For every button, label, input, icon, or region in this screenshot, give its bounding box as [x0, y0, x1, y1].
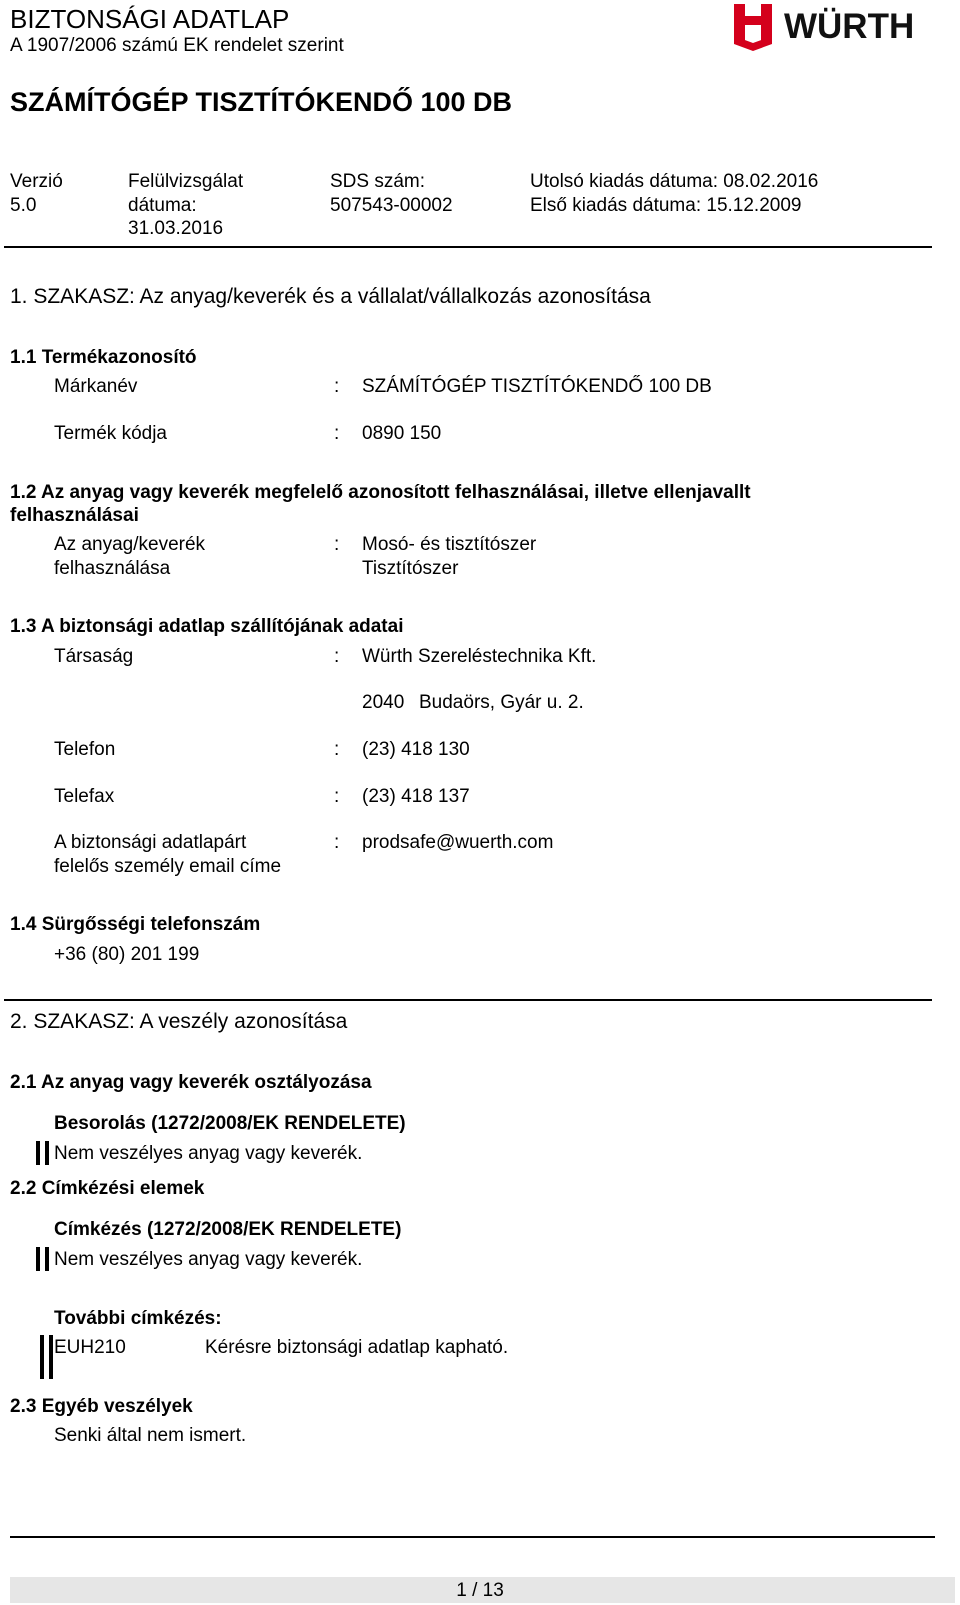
colon: :: [334, 376, 340, 397]
colon: :: [334, 739, 340, 760]
section-2-2-heading: 2.2 Címkézési elemek: [10, 1178, 205, 1199]
document-type: BIZTONSÁGI ADATLAP: [10, 4, 290, 34]
section-1-3-heading: 1.3 A biztonsági adatlap szállítójának adatai: [10, 616, 404, 637]
version-label: Verzió: [10, 171, 63, 192]
colon: :: [334, 646, 340, 667]
phone-value: (23) 418 130: [362, 739, 470, 760]
regulation-subtitle: A 1907/2006 számú EK rendelet szerint: [10, 35, 344, 56]
other-hazards-text: Senki által nem ismert.: [54, 1425, 247, 1446]
classification-heading: Besorolás (1272/2008/EK RENDELETE): [54, 1113, 406, 1134]
section-1-1-heading: 1.1 Termékazonosító: [10, 347, 197, 368]
section-divider: [4, 999, 932, 1001]
sds-number-label: SDS szám:: [330, 171, 426, 192]
colon: :: [334, 534, 340, 555]
colon: :: [334, 832, 340, 853]
emergency-phone: +36 (80) 201 199: [54, 944, 200, 965]
brand-name-label: Márkanév: [54, 376, 138, 397]
euh-code: EUH210: [54, 1337, 126, 1358]
first-issue-date: Első kiadás dátuma: 15.12.2009: [530, 195, 802, 216]
brand-name-value: SZÁMÍTÓGÉP TISZTÍTÓKENDŐ 100 DB: [362, 376, 712, 397]
product-code-value: 0890 150: [362, 423, 442, 444]
fax-label: Telefax: [54, 786, 115, 807]
section-1-4-heading: 1.4 Sürgősségi telefonszám: [10, 914, 261, 935]
revision-bar: [45, 1247, 49, 1271]
section-2-3-heading: 2.3 Egyéb veszélyek: [10, 1396, 193, 1417]
email-label-cont: felelős személy email címe: [54, 856, 282, 877]
revision-bar: [49, 1335, 53, 1379]
sds-number: 507543-00002: [330, 195, 453, 216]
header-divider: [4, 246, 932, 248]
euh-statement: Kérésre biztonsági adatlap kapható.: [205, 1337, 509, 1358]
revision-label-cont: dátuma:: [128, 195, 197, 216]
section-2-title: 2. SZAKASZ: A veszély azonosítása: [10, 1010, 348, 1033]
section-1-title: 1. SZAKASZ: Az anyag/keverék és a vállalat/vállalkozás azonosítása: [10, 285, 651, 308]
use-value-1: Mosó- és tisztítószer: [362, 534, 537, 555]
company-label: Társaság: [54, 646, 134, 667]
revision-bar: [36, 1247, 40, 1271]
page-number: 1 / 13: [456, 1580, 504, 1601]
revision-label: Felülvizsgálat: [128, 171, 244, 192]
revision-bar: [45, 1141, 49, 1165]
colon: :: [334, 786, 340, 807]
use-value-2: Tisztítószer: [362, 558, 459, 579]
phone-label: Telefon: [54, 739, 116, 760]
address: Budaörs, Gyár u. 2.: [419, 692, 584, 713]
revision-bar: [40, 1335, 44, 1379]
classification-text: Nem veszélyes anyag vagy keverék.: [54, 1143, 363, 1164]
section-1-2-heading: 1.2 Az anyag vagy keverék megfelelő azonosított felhasználásai, illetve ellenjavallt: [10, 482, 751, 503]
company-value: Würth Szereléstechnika Kft.: [362, 646, 597, 667]
use-label: Az anyag/keverék: [54, 534, 206, 555]
revision-date: 31.03.2016: [128, 218, 224, 239]
product-title: SZÁMÍTÓGÉP TISZTÍTÓKENDŐ 100 DB: [10, 87, 513, 117]
version-value: 5.0: [10, 195, 37, 216]
wurth-logo: [732, 2, 956, 52]
colon: :: [334, 423, 340, 444]
svg-text:WÜRTH: WÜRTH: [784, 7, 915, 46]
fax-value: (23) 418 137: [362, 786, 470, 807]
email-link[interactable]: prodsafe@wuerth.com: [362, 832, 554, 853]
product-code-label: Termék kódja: [54, 423, 167, 444]
labelling-heading: Címkézés (1272/2008/EK RENDELETE): [54, 1219, 402, 1240]
use-label-cont: felhasználása: [54, 558, 171, 579]
section-2-1-heading: 2.1 Az anyag vagy keverék osztályozása: [10, 1072, 372, 1093]
postcode: 2040: [362, 692, 405, 713]
labelling-text: Nem veszélyes anyag vagy keverék.: [54, 1249, 363, 1270]
section-1-2-heading-cont: felhasználásai: [10, 505, 139, 526]
last-issue-date: Utolsó kiadás dátuma: 08.02.2016: [530, 171, 819, 192]
revision-bar: [36, 1141, 40, 1165]
footer-divider: [10, 1536, 935, 1538]
additional-labelling-heading: További címkézés:: [54, 1308, 222, 1329]
email-label: A biztonsági adatlapárt: [54, 832, 247, 853]
